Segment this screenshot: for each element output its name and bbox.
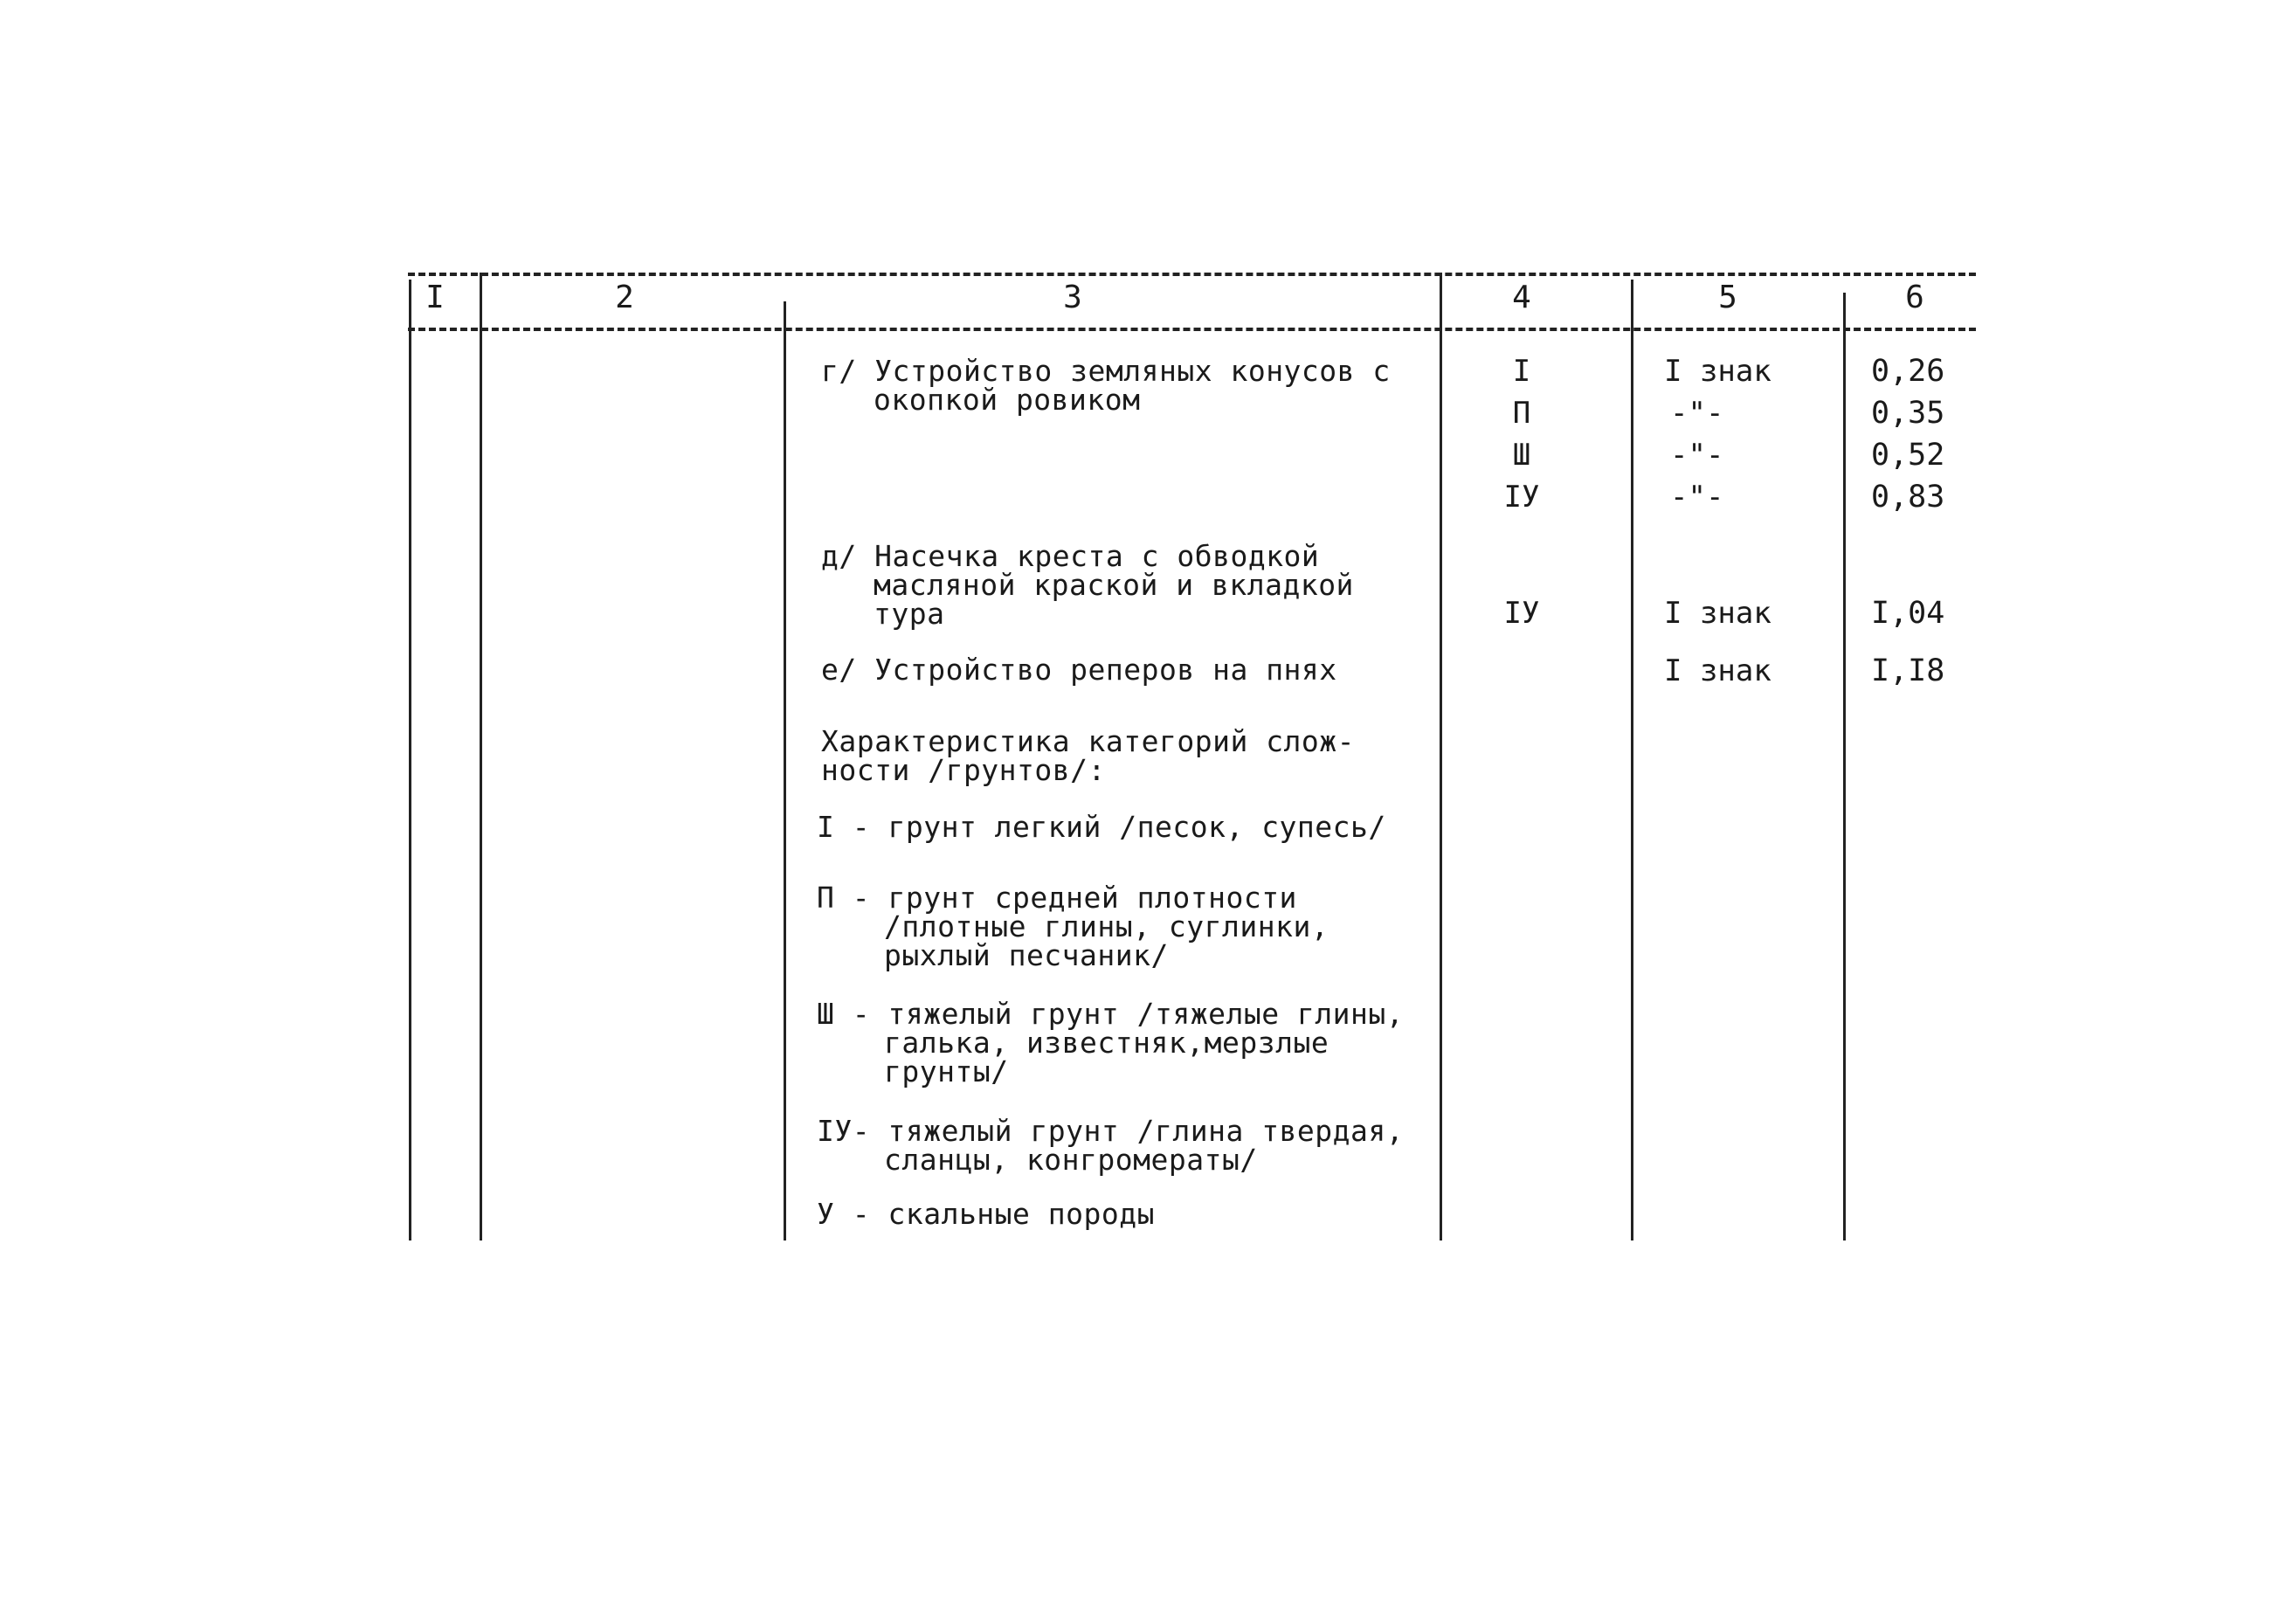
note-category-5: У - скальные породы bbox=[817, 1197, 1155, 1231]
column-line-2 bbox=[480, 273, 482, 1240]
row-d-value: I,04 bbox=[1871, 596, 1945, 631]
note-category-3-line-1: Ш - тяжелый грунт /тяжелые глины, bbox=[817, 997, 1405, 1031]
row-g-category-3: Ш bbox=[1512, 438, 1531, 473]
row-g-desc-line-2: окопкой ровиком bbox=[874, 383, 1141, 417]
row-g-unit-4: -"- bbox=[1670, 480, 1724, 515]
column-line-6 bbox=[1843, 293, 1846, 1240]
header-col-2: 2 bbox=[615, 280, 634, 315]
row-d-unit: I знак bbox=[1664, 596, 1771, 631]
notes-title-line-2: ности /грунтов/: bbox=[821, 753, 1106, 787]
header-col-6: 6 bbox=[1905, 280, 1924, 315]
column-line-3 bbox=[784, 301, 786, 1240]
header-bottom-rule bbox=[408, 328, 1976, 331]
note-category-4-line-2: сланцы, конгромераты/ bbox=[884, 1143, 1258, 1177]
column-line-5 bbox=[1631, 280, 1633, 1240]
note-category-1: I - грунт легкий /песок, супесь/ bbox=[817, 810, 1386, 844]
note-category-3-line-2: галька, известняк,мерзлые bbox=[884, 1026, 1329, 1060]
row-d-desc-line-1: д/ Насечка креста с обводкой bbox=[821, 539, 1320, 573]
row-g-unit-1: I знак bbox=[1664, 354, 1771, 389]
row-e-desc-line-1: е/ Устройство реперов на пнях bbox=[821, 653, 1337, 687]
header-col-1: I bbox=[425, 280, 445, 315]
header-col-3: 3 bbox=[1063, 280, 1082, 315]
row-g-value-1: 0,26 bbox=[1871, 354, 1945, 389]
row-d-desc-line-2: масляной краской и вкладкой bbox=[874, 568, 1354, 602]
row-g-value-3: 0,52 bbox=[1871, 438, 1945, 473]
header-col-5: 5 bbox=[1718, 280, 1737, 315]
header-top-rule bbox=[408, 273, 1976, 276]
row-g-value-2: 0,35 bbox=[1871, 396, 1945, 431]
note-category-2-line-2: /плотные глины, суглинки, bbox=[884, 909, 1329, 943]
row-g-unit-2: -"- bbox=[1670, 396, 1724, 431]
header-col-4: 4 bbox=[1512, 280, 1531, 315]
column-line-4 bbox=[1440, 273, 1442, 1240]
row-g-unit-3: -"- bbox=[1670, 438, 1724, 473]
row-g-desc-line-1: г/ Устройство земляных конусов с bbox=[821, 354, 1391, 388]
note-category-4-line-1: IУ- тяжелый грунт /глина твердая, bbox=[817, 1114, 1405, 1148]
row-g-value-4: 0,83 bbox=[1871, 480, 1945, 515]
notes-title-line-1: Характеристика категорий слож- bbox=[821, 724, 1356, 758]
row-g-category-2: П bbox=[1512, 396, 1531, 431]
row-d-desc-line-3: тура bbox=[874, 597, 945, 631]
row-e-unit: I знак bbox=[1664, 653, 1771, 688]
row-g-category-4: IУ bbox=[1503, 480, 1540, 515]
row-g-category-1: I bbox=[1512, 354, 1531, 389]
row-e-value: I,I8 bbox=[1871, 653, 1945, 688]
note-category-3-line-3: грунты/ bbox=[884, 1054, 1009, 1088]
row-d-category: IУ bbox=[1503, 596, 1540, 631]
column-line-1 bbox=[409, 280, 411, 1240]
note-category-2-line-1: П - грунт средней плотности bbox=[817, 881, 1297, 915]
note-category-2-line-3: рыхлый песчаник/ bbox=[884, 938, 1169, 972]
